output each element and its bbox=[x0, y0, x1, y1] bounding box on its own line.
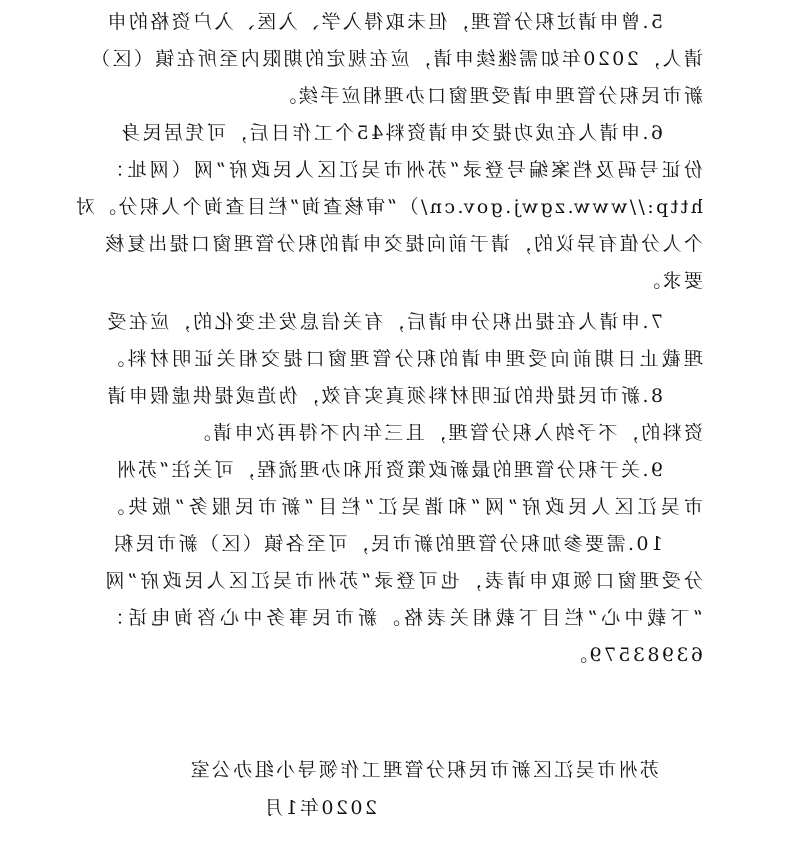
paragraph-line: 10.需要参加积分管理的新市民，可至各镇（区）新市民积 bbox=[111, 533, 663, 555]
signature-organization: 苏州市吴江区新市民积分管理工作领导小组办公室 bbox=[188, 759, 659, 781]
paragraph-line: 理截止日期前向受理申请的积分管理窗口提交相关证明材料。 bbox=[103, 348, 703, 370]
paragraph-line: 个人分值有异议的，请于前向提交申请的积分管理窗口提出复核 bbox=[103, 233, 703, 255]
paragraph-line: 9.关于积分管理的最新政策资讯和办理流程，可关注“苏州 bbox=[114, 459, 663, 481]
paragraph-line: 请人，2020年如需继续申请，应在规定的期限内至所在镇（区） bbox=[88, 48, 703, 70]
paragraph-line: 7.申请人在提出积分申请后，有关信息发生变化的，应在受 bbox=[105, 311, 663, 333]
paragraph-line: 6.申请人在成功提交申请资料45个工作日后，可凭居民身 bbox=[118, 122, 663, 144]
paragraph-line: 分受理窗口领取申请表，也可登录“苏州市吴江区人民政府”网 bbox=[103, 570, 703, 592]
paragraph-line: 8.新市民提供的证明材料须真实有效，伪造或提供虚假申请 bbox=[105, 385, 663, 407]
paragraph-line: http://www.zgwj.gov.cn/）“审核查询”栏目查询个人积分。对 bbox=[73, 196, 703, 218]
paragraph-line: 要求。 bbox=[638, 270, 703, 292]
paragraph-line: 份证号码及档案编号登录“苏州市吴江区人民政府”网（网址： bbox=[103, 159, 703, 181]
signature-date: 2020年1月 bbox=[261, 797, 377, 819]
paragraph-line: 资料的，不予纳入积分管理，且三年内不得再次申请。 bbox=[189, 422, 703, 444]
paragraph-line: 市吴江区人民政府”网“和谐吴江”栏目“新市民服务”版块。 bbox=[103, 496, 703, 518]
paragraph-line: 5.曾申请过积分管理，但未取得入学、入医、入户资格的申 bbox=[105, 11, 663, 33]
paragraph-line: 63983579。 bbox=[565, 644, 703, 666]
paragraph-line: 新市民积分管理申请受理窗口办理相应手续。 bbox=[274, 85, 703, 107]
paragraph-line: “下载中心”栏目下载相关表格。新市民事务中心咨询电话： bbox=[103, 607, 703, 629]
